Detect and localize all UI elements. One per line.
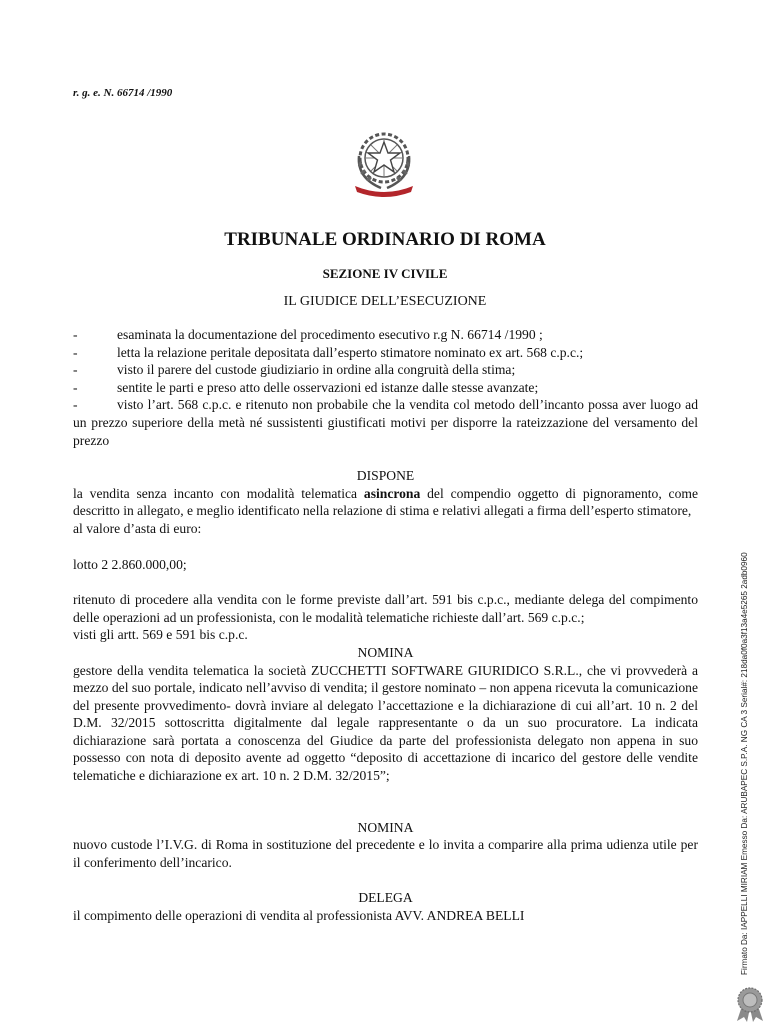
premise-item bbox=[73, 379, 698, 397]
nomina-custode-paragraph: nuovo custode l’I.V.G. di Roma in sostituzione del precedente e lo invita a comparire alla prima udienza utile per il conferimento dell’incarico. bbox=[73, 837, 698, 870]
dispone-text-part: del compendio oggetto di pignoramento, come descritto in allegato, e meglio identificato nella relazione di stima e relativi allegati a firma dell’esperto stimatore, bbox=[73, 485, 698, 519]
delega-heading: DELEGA bbox=[358, 890, 413, 906]
premise-item bbox=[73, 396, 698, 449]
bullet-dash: - bbox=[73, 327, 78, 342]
premise-text: esaminata la documentazione del procedimento esecutivo r.g N. 66714 /1990 ; bbox=[117, 327, 543, 342]
premise-item bbox=[73, 326, 698, 344]
premise-item bbox=[73, 344, 698, 362]
premise-text: sentite le parti e preso atto delle osservazioni ed istanze dalle stesse avanzate; bbox=[117, 379, 539, 395]
dispone-text bbox=[73, 485, 698, 520]
judge-heading: IL GIUDICE DELL’ESECUZIONE bbox=[283, 294, 487, 309]
delega-paragraph: il compimento delle operazioni di vendita al professionista AVV. ANDREA BELLI bbox=[73, 908, 525, 924]
document-body bbox=[73, 326, 698, 925]
nomina-heading: NOMINA bbox=[357, 644, 414, 660]
nomina-gestore-paragraph: gestore della vendita telematica la società ZUCCHETTI SOFTWARE GIURIDICO S.R.L., che vi provvederà a mezzo del suo portale, indicato nell’avviso di vendita; il gestore nominato – non appena ricevuta la comunicazione del presente provvedimento- dovrà inviare al delegato l’accettazione e la dichiarazione di cui all’art. 10 n. 2 del D.M. 32/2015 sottoscritta digitalmente dal legale rappresentante o da un suo procuratore. La indicata dichiarazione sarà portata a conoscenza del Giudice da parte del professionista delegato non appena in suo possesso con nota di deposito avente ad oggetto “deposito di accettazione di incarico del gestore delle vendite telematiche e dichiarazione ex art. 10 n. 2 D.M. 32/2015”; bbox=[73, 662, 698, 784]
lot-value: lotto 2 2.860.000,00; bbox=[73, 556, 187, 572]
visti-line: visti gli artt. 569 e 591 bis c.p.c. bbox=[73, 627, 248, 643]
premise-text: visto il parere del custode giudiziario in ordine alla congruità della stima; bbox=[117, 362, 516, 378]
italian-republic-emblem-icon bbox=[345, 126, 423, 198]
bullet-dash: - bbox=[73, 362, 78, 378]
case-number: r. g. e. N. 66714 /1990 bbox=[73, 87, 173, 99]
ritenuto-paragraph: ritenuto di procedere alla vendita con le forme previste dall’art. 591 bis c.p.c., mediante delega del compimento delle operazioni ad un professionista, con le modalità telematiche richieste dall’art. 569 c.p.c.; bbox=[73, 592, 698, 625]
asincrona-emphasis: asincrona bbox=[363, 485, 421, 501]
dispone-text-part: la vendita senza incanto con modalità telematica bbox=[73, 485, 364, 501]
dispone-heading: DISPONE bbox=[356, 468, 415, 484]
court-title: TRIBUNALE ORDINARIO DI ROMA bbox=[224, 229, 546, 250]
premise-item bbox=[73, 361, 698, 379]
auction-value-line: al valore d’asta di euro: bbox=[73, 520, 202, 536]
bullet-dash: - bbox=[73, 344, 78, 360]
premise-text: visto l’art. 568 c.p.c. e ritenuto non probabile che la vendita col metodo dell’incanto possa aver luogo ad un prezzo superiore della metà né sussistenti giustificati motivi per disporre la rateizzazione del versamento del prezzo bbox=[73, 397, 698, 448]
signature-note-text: Firmato Da: IAPPELLI MIRIAM Emesso Da: ARUBAPEC S.P.A. NG CA 3 Serial#: 218da0f0a3f13a4e5265 2adb0960 bbox=[740, 552, 749, 975]
certification-rosette-icon bbox=[733, 986, 767, 1022]
nomina-heading: NOMINA bbox=[357, 819, 414, 835]
premise-text: letta la relazione peritale depositata dall’esperto stimatore nominato ex art. 568 c.p.c.; bbox=[117, 344, 584, 360]
section-heading: SEZIONE IV CIVILE bbox=[322, 266, 448, 281]
bullet-dash: - bbox=[73, 379, 78, 395]
bullet-dash: - bbox=[73, 397, 78, 413]
